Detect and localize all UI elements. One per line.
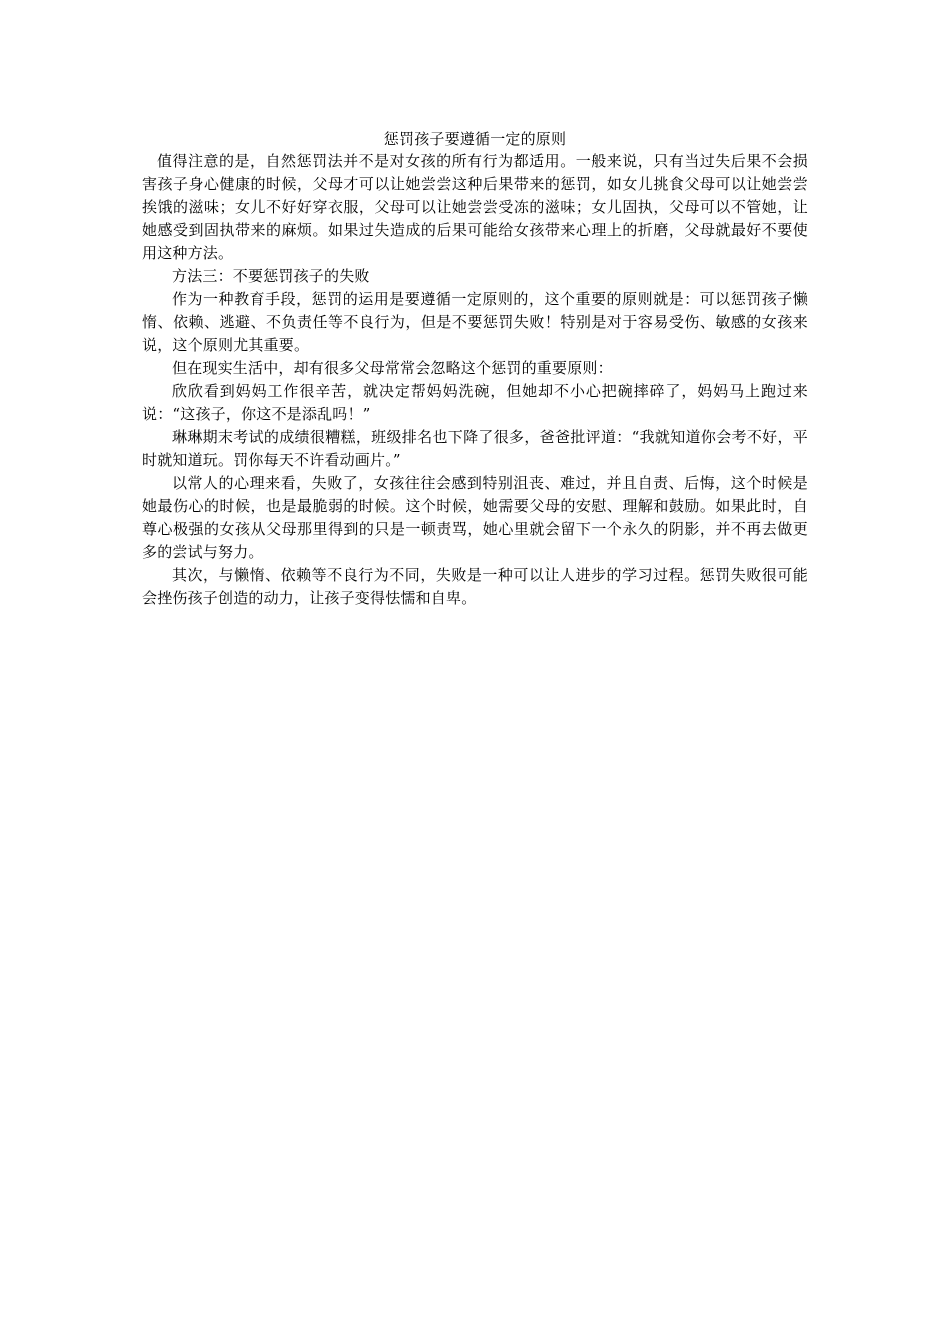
paragraph-7: 以常人的心理来看，失败了，女孩往往会感到特别沮丧、难过，并且自责、后悔，这个时候是她最伤心的时候，也是最脆弱的时候。这个时候，她需要父母的安慰、理解和鼓励。如果此时，自尊心极强的女孩从父母那里得到的只是一顿责骂，她心里就会留下一个永久的阴影，并不再去做更多的尝试与努力。 — [142, 474, 808, 561]
paragraph-5: 欣欣看到妈妈工作很辛苦，就决定帮妈妈洗碗，但她却不小心把碗摔碎了，妈妈马上跑过来说：“这孩子，你这不是添乱吗！” — [142, 382, 808, 423]
paragraph-3: 作为一种教育手段，惩罚的运用是要遵循一定原则的，这个重要的原则就是：可以惩罚孩子懒惰、依赖、逃避、不负责任等不良行为，但是不要惩罚失败！特别是对于容易受伤、敏感的女孩来说，这个原则尤其重要。 — [142, 290, 808, 354]
paragraph-8: 其次，与懒惰、依赖等不良行为不同，失败是一种可以让人进步的学习过程。惩罚失败很可能会挫伤孩子创造的动力，让孩子变得怯懦和自卑。 — [142, 566, 808, 607]
document-title: 惩罚孩子要遵循一定的原则 — [383, 130, 567, 148]
paragraph-1: 值得注意的是，自然惩罚法并不是对女孩的所有行为都适用。一般来说，只有当过失后果不会损害孩子身心健康的时候，父母才可以让她尝尝这种后果带来的惩罚，如女儿挑食父母可以让她尝尝挨饿的滋味；女儿不好好穿衣服，父母可以让她尝尝受冻的滋味；女儿固执，父母可以不管她，让她感受到固执带来的麻烦。如果过失造成的后果可能给女孩带来心理上的折磨，父母就最好不要使用这种方法。 — [142, 152, 808, 262]
section-heading-method-three: 方法三：不要惩罚孩子的失败 — [172, 267, 370, 285]
paragraph-4: 但在现实生活中，却有很多父母常常会忽略这个惩罚的重要原则： — [172, 359, 613, 377]
paragraph-6: 琳琳期末考试的成绩很糟糕，班级排名也下降了很多，爸爸批评道：“我就知道你会考不好，平时就知道玩。罚你每天不许看动画片。” — [142, 428, 808, 469]
document-page — [142, 128, 808, 610]
